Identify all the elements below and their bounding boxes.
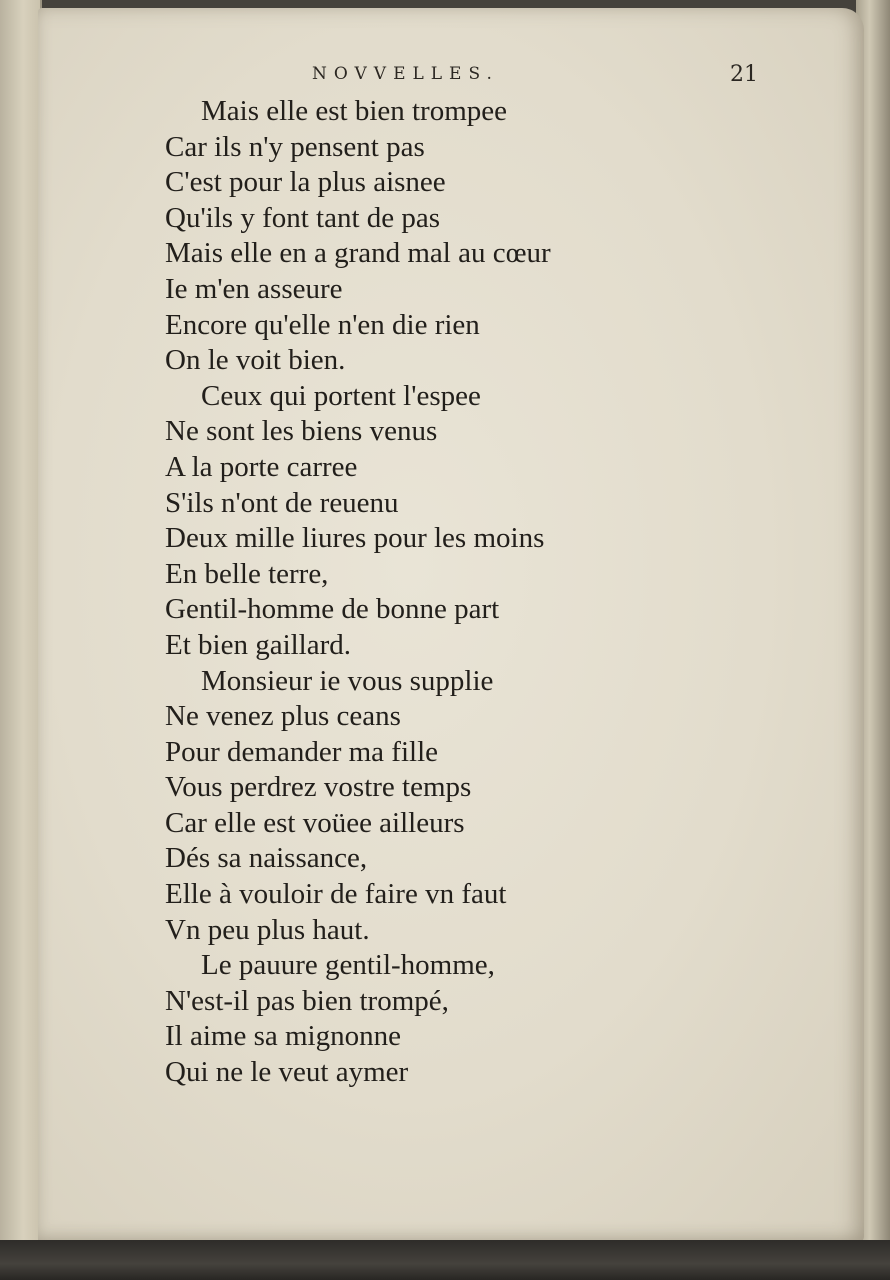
poem-text	[165, 94, 705, 1091]
verse-line: Et bien gaillard.	[165, 628, 352, 661]
book-cover-edge	[0, 1240, 890, 1280]
verse-line: Car elle est voüee ailleurs	[165, 806, 465, 839]
verse-line: Qu'ils y font tant de pas	[165, 201, 441, 234]
verse-line: N'est-il pas bien trompé,	[165, 984, 449, 1017]
verse-line: Ie m'en asseure	[165, 272, 343, 305]
verse-line: C'est pour la plus aisnee	[165, 166, 446, 199]
verse-line: Elle à vouloir de faire vn faut	[165, 878, 507, 911]
verse-line: Encore qu'elle n'en die rien	[165, 308, 480, 341]
page-number: 21	[730, 62, 758, 87]
verse-line: Car ils n'y pensent pas	[165, 130, 425, 163]
verse-line: Ne venez plus ceans	[165, 700, 401, 733]
verse-line: Deux mille liures pour les moins	[165, 522, 545, 555]
verse-line: Mais elle en a grand mal au cœur	[165, 237, 551, 270]
verse-line: Monsieur ie vous supplie	[201, 664, 494, 697]
verse-line: Le pauure gentil-homme,	[201, 949, 495, 982]
running-title: NOVVELLES.	[312, 64, 499, 84]
verse-line: Qui ne le veut aymer	[165, 1056, 409, 1089]
verse-line: Gentil-homme de bonne part	[165, 593, 500, 626]
verse-line: Il aime sa mignonne	[165, 1020, 401, 1053]
verse-line: Pour demander ma fille	[165, 735, 438, 768]
page-header	[0, 64, 890, 94]
verse-line: En belle terre,	[165, 557, 329, 590]
verse-line: S'ils n'ont de reuenu	[165, 486, 399, 519]
verse-line: Vn peu plus haut.	[165, 913, 370, 946]
verse-line: Dés sa naissance,	[165, 842, 368, 875]
verse-line: Mais elle est bien trompee	[201, 95, 508, 127]
previous-page-edge	[0, 0, 42, 1280]
verse-line: On le voit bien.	[165, 344, 346, 377]
verse-line: Ne sont les biens venus	[165, 415, 438, 448]
verse-line: Ceux qui portent l'espee	[201, 379, 481, 412]
verse-line: Vous perdrez vostre temps	[165, 771, 472, 804]
verse-line: A la porte carree	[165, 450, 358, 483]
